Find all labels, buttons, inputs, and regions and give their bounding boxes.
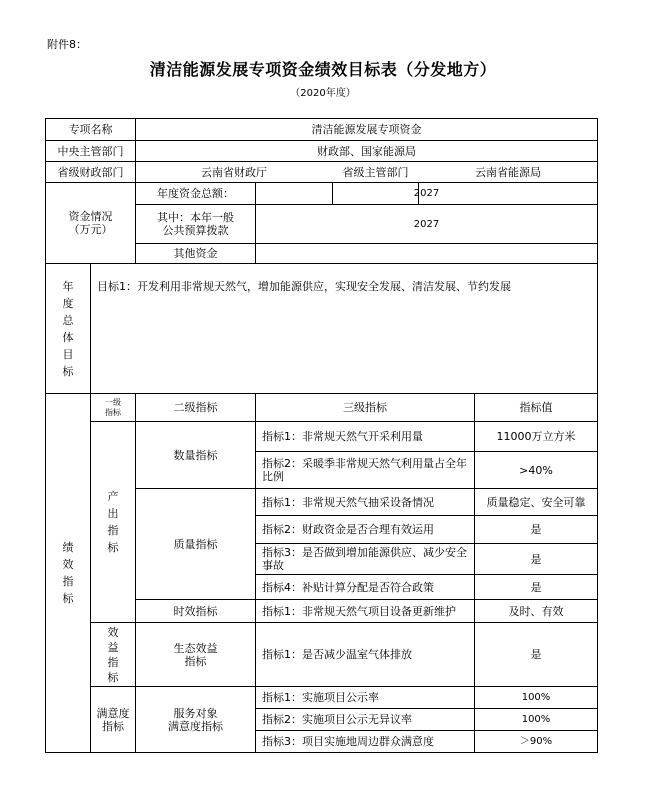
table-row-value: 100% (521, 714, 551, 725)
eco-label-line1: 生态效益 (173, 641, 218, 655)
page-title: 清洁能源发展专项资金绩效目标表（分发地方） (149, 60, 497, 79)
table-row-value: ＞90% (519, 736, 553, 747)
table-row-value: >40% (519, 463, 553, 477)
quality-indicator-label: 质量指标 (173, 537, 218, 551)
central-dept-label: 中央主管部门 (57, 144, 124, 158)
goal-label-char: 体 (62, 330, 74, 344)
table-row-value: 是 (530, 552, 542, 566)
header-level1-line1: 一级 (105, 397, 121, 407)
table-row-indicator: 指标2：实施项目公示无异议率 (262, 713, 412, 726)
table-row-value: 及时、有效 (508, 604, 564, 618)
benefit-label-char: 益 (107, 640, 119, 654)
goal-label-char: 度 (62, 296, 74, 310)
service-label-line1: 服务对象 (173, 706, 218, 720)
goal-label-char: 年 (62, 279, 74, 293)
budget-value: 2027 (413, 218, 440, 230)
service-label-line2: 满意度指标 (168, 719, 223, 733)
table-row-indicator: 指标1：实施项目公示率 (262, 691, 379, 704)
benefit-label-char: 效 (107, 625, 119, 639)
header-level3: 三级指标 (343, 401, 387, 414)
header-level1 (91, 394, 135, 421)
prov-finance-value: 云南省财政厅 (201, 165, 267, 179)
satisfaction-label-line2: 指标 (102, 719, 124, 733)
total-funds-value: 2027 (413, 188, 440, 199)
prov-finance-label: 省级财政部门 (57, 165, 124, 179)
table-row-value: 11000万立方米 (496, 430, 576, 443)
benefit-label-char: 标 (107, 670, 119, 684)
goal-label-char: 标 (62, 364, 74, 378)
attachment-label: 附件8： (47, 38, 87, 51)
table-row-indicator: 指标3：项目实施地周边群众满意度 (262, 735, 434, 748)
service-satisfaction-label (136, 687, 255, 752)
perf-label-char: 效 (62, 558, 74, 571)
table-row-value: 100% (521, 692, 551, 703)
output-label-char: 指 (107, 524, 119, 537)
quantity-indicator-label: 数量指标 (173, 448, 218, 462)
perf-label-char: 绩 (62, 541, 74, 554)
benefit-indicator-label (91, 623, 135, 686)
satisfaction-indicator-label (91, 687, 135, 752)
header-level2: 二级指标 (173, 401, 218, 414)
table-row-value: 是 (530, 648, 542, 661)
goal-label-char: 总 (62, 313, 74, 327)
goal-label (46, 264, 90, 393)
prov-dept-label: 省级主管部门 (342, 165, 409, 179)
table-row-indicator: 指标1：非常规天然气开采利用量 (262, 430, 423, 443)
satisfaction-label-line1: 满意度 (96, 706, 130, 720)
total-funds-label: 年度资金总额： (157, 187, 234, 200)
table-row-indicator: 指标3：是否做到增加能源供应、减少安全事故 (262, 546, 467, 572)
goal-text: 目标1：开发利用非常规天然气，增加能源供应，实现安全发展、清洁发展、节约发展 (97, 280, 511, 293)
header-value: 指标值 (519, 401, 553, 414)
output-label-char: 标 (107, 541, 119, 554)
table-row-indicator: 指标4：补贴计算分配是否符合政策 (262, 580, 434, 594)
project-name-value: 清洁能源发展专项资金 (311, 123, 422, 136)
table-row-indicator: 指标2：采暖季非常规天然气利用量占全年比例 (262, 457, 467, 483)
project-name-label: 专项名称 (68, 123, 113, 136)
budget-label-line2: 公共预算拨款 (162, 224, 229, 237)
central-dept-value: 财政部、国家能源局 (317, 144, 416, 158)
table-row-indicator: 指标1：是否减少温室气体排放 (262, 648, 412, 661)
goal-label-char: 目 (62, 347, 74, 361)
perf-label-char: 指 (62, 575, 74, 588)
eco-benefit-label (136, 623, 255, 686)
perf-label (46, 394, 90, 752)
perf-label-char: 标 (62, 592, 74, 605)
benefit-label-char: 指 (107, 655, 119, 669)
funds-label-line1: 资金情况 (68, 210, 113, 223)
funds-label-line2: （万元） (68, 223, 113, 236)
output-label-char: 出 (107, 507, 119, 520)
timeliness-indicator-label: 时效指标 (173, 604, 218, 618)
year-label: （2020年度） (290, 88, 356, 99)
header-level1-line2: 指标 (105, 407, 121, 417)
budget-label (136, 205, 255, 243)
prov-dept-value: 云南省能源局 (475, 165, 541, 179)
other-funds-label: 其他资金 (173, 247, 218, 260)
table-row-indicator: 指标1：非常规天然气抽采设备情况 (262, 495, 434, 509)
eco-label-line2: 指标 (184, 654, 207, 668)
table-row-value: 质量稳定、安全可靠 (486, 495, 586, 509)
table-row-value: 是 (530, 580, 542, 594)
output-indicator-label (91, 422, 135, 622)
table-row-indicator: 指标2：财政资金是否合理有效运用 (262, 523, 434, 536)
table-row-indicator: 指标1：非常规天然气项目设备更新维护 (262, 604, 456, 618)
budget-label-line1: 其中：本年一般 (157, 211, 234, 224)
table-row-value: 是 (530, 523, 542, 536)
output-label-char: 产 (107, 490, 119, 503)
funds-label (46, 183, 135, 263)
other-funds-value (256, 244, 597, 263)
